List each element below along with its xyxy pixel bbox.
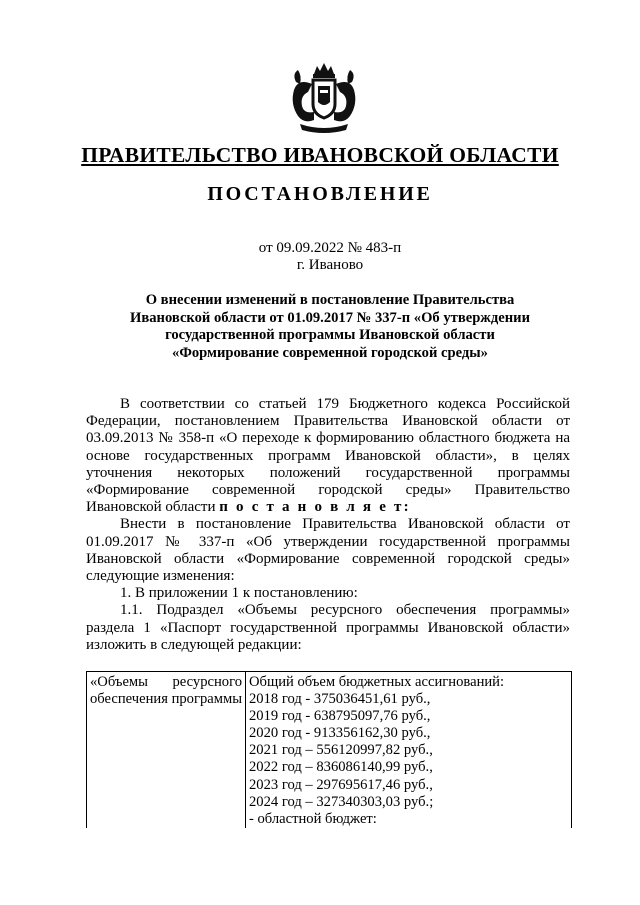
subject-line: Ивановской области от 01.09.2017 № 337-п «Об утверждении [130,309,530,326]
government-title: ПРАВИТЕЛЬСТВО ИВАНОВСКОЙ ОБЛАСТИ [81,143,559,167]
appendix-paragraph: 1. В приложении 1 к постановлению: [120,585,358,602]
document-city: г. Иваново [296,257,364,273]
funding-year-line: 2024 год – 327340303,03 руб.; [249,793,434,810]
funding-heading: Общий объем бюджетных ассигнований: [249,674,505,690]
funding-year-line: 2019 год - 638795097,76 руб., [249,708,431,725]
subject-line: О внесении изменений в постановление Правительства [145,292,515,308]
document-subject [90,292,570,362]
funding-year-line: 2023 год – 297695617,46 руб., [249,776,433,793]
subsection-paragraph: 1.1. Подраздел «Объемы ресурсного обеспечения программы» раздела 1 «Паспорт государственной программы Ивановской области» изложить в следующей редакции: [86,602,570,653]
resolves-word: п о с т а н о в л я е т: [219,499,411,516]
subject-line: «Формирование современной городской среды» [172,344,488,361]
subject-line: государственной программы Ивановской области [165,327,495,343]
document-body [86,396,570,654]
preamble-paragraph [86,396,570,516]
funding-year-line: 2022 год – 836086140,99 руб., [249,759,433,776]
funding-year-line: 2021 год – 556120997,82 руб., [249,742,433,759]
table-row [87,672,572,828]
preamble-text: В соответствии со статьей 179 Бюджетного кодекса Российской Федерации, постановлением Правительства Ивановской области от 03.09.2013 № 358-п «О переходе к формированию областного бюджета на основе государственных программ Ивановской области», в целях уточнения некоторых положений государственной программы «Формирование современной городской среды» Правительство Ивановской области [86,396,570,516]
table-label-cell: «Объемы ресурсного обеспечения программы [87,672,246,828]
document-date-number: от 09.09.2022 № 483-п [258,240,402,256]
resource-table [86,671,572,828]
funding-year-line: 2020 год - 913356162,30 руб., [249,725,431,742]
regional-budget-line: - областной бюджет: [249,810,377,827]
coat-of-arms-icon [284,60,364,135]
table-value-cell [246,672,572,828]
funding-year-line: 2018 год - 375036451,61 руб., [249,691,431,708]
amendment-paragraph: Внести в постановление Правительства Ивановской области от 01.09.2017 № 337-п «Об утверждении государственной программы Ивановской области «Формирование современной городской среды» следующие изменения: [86,516,570,585]
document-type: ПОСТАНОВЛЕНИЕ [207,183,433,205]
